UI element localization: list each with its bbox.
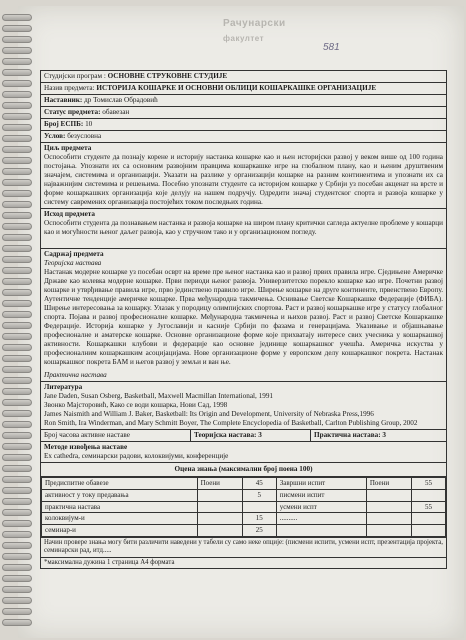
- binding-ring: [2, 377, 32, 384]
- grading-table: [41, 477, 446, 537]
- binding-ring: [2, 432, 32, 439]
- hours-row: [41, 430, 446, 442]
- binding-ring: [2, 443, 32, 450]
- binding-ring: [2, 168, 32, 175]
- grade-points: 55: [412, 501, 446, 513]
- literature-item: James Naismith and William J. Baker, Basketball: Its Origin and Development, University of Nebraska Press,1996: [44, 410, 374, 418]
- length-note: *максимална дужина 1 страница А4 формата: [41, 558, 446, 569]
- grade-points-label: [366, 489, 411, 501]
- spiral-binding: [0, 0, 34, 640]
- binding-ring: [2, 619, 32, 626]
- theory-text: Настанак модерне кошарке уз посебан осврт на време пре њеног настанка као и развој првих правила игре. Сједињене Америчке Државе као колевка модерне кошарке. Први периоди њеног развоја. Универзитетско порекло кошарке као игре. Почетни развој кошарке и утврђивање правила игре, прво јединствено правило игре. Ширење кошарке на друге континенте, првенствено Европу. Аутентичне тенденције америчке кошарке. Прва међународна такмичења. Оснивање Светске Кошаркашке Федерације (ФИБА). Ширење интересовања за кошарку. Улазак у породицу олимпијских спортова. Раст и развој кошаркашке игре у статусу глобалног спорта. Појава и развој професионалне кошарке. Међународна такмичења и њихов развој. Раст и развој Светске Кошаркашке Федерације. Историја кошарке у Југославији и касније Србији по фазама и генерацијама. Указивање и објашњавање професионалне и аматерске кошарке. Основне организационе форме које прихватају интересе свих учесника у кошаркашкој активности. Кошаркашки клубови и федерације као основне јединице кошаркашког учешћа. Америчка искуства у професионалним кошаркашким асоцијацијама. Нове организационе форме у европском делу кошаркашког покрета. Настанак кошаркашког покрета БАМ и његов развој у земљи и ван ње.: [44, 268, 443, 366]
- binding-ring: [2, 498, 32, 505]
- methods-section: [41, 442, 446, 463]
- binding-ring: [2, 190, 32, 197]
- grading-row: [42, 501, 446, 513]
- literature-heading: Литература: [44, 383, 83, 391]
- syllabus-table: [40, 70, 447, 569]
- grade-item: семинар-и: [42, 525, 198, 537]
- course-title: ИСТОРИЈА КОШАРКЕ И ОСНОВНИ ОБЛИЦИ КОШАРКАШКЕ ОРГАНИЗАЦИЈЕ: [96, 84, 377, 92]
- binding-ring: [2, 135, 32, 142]
- binding-ring: [2, 25, 32, 32]
- grade-item: [276, 525, 366, 537]
- binding-ring: [2, 531, 32, 538]
- grade-points: [412, 489, 446, 501]
- binding-ring: [2, 212, 32, 219]
- goal-text: Оспособити студенте да познају корене и историју настанка кошарке као и њен историјски развој у веком више од 100 година постојања. Упознати их са основним развојним правцима кошаркашке игре на глобалном плану, као и њеним друштвеним значајем, системима и организацији. Указати на разлике у организацији кошарке на разним континентима и упознати их са најважнијим системима и решењима. Посебно упознати студенте са историјом кошарке у Србији уз посебан акценат на врсте и форме кошаркашких организација које делују на нашем подручју. Одредити значај студентског спорта и развоја кошарке у систему савремених организација постојећих током последњих година.: [44, 153, 443, 206]
- binding-ring: [2, 267, 32, 274]
- content-heading: Садржај предмета: [44, 250, 104, 258]
- grade-points-label: [197, 525, 242, 537]
- grade-points: 55: [412, 478, 446, 490]
- binding-ring: [2, 311, 32, 318]
- grade-points-label: Поени: [366, 478, 411, 490]
- binding-ring: [2, 520, 32, 527]
- literature-item: Звонко Мајсторовић, Како се води кошарка, Нови Сад, 1998: [44, 401, 228, 409]
- grade-item: писмени испит: [276, 489, 366, 501]
- binding-ring: [2, 14, 32, 21]
- grade-points-label: [366, 501, 411, 513]
- theory-label: Теоријска настава: [44, 259, 102, 267]
- binding-ring: [2, 366, 32, 373]
- outcome-heading: Исход предмета: [44, 210, 95, 218]
- ects-row: Број ЕСПБ: 10: [41, 119, 446, 131]
- binding-ring: [2, 608, 32, 615]
- handwritten-page-number: 581: [323, 42, 340, 53]
- binding-ring: [2, 542, 32, 549]
- practical-hours: Практична настава: 3: [314, 431, 386, 439]
- assessment-note: Начин провере знања могу бити различити наведени у табели су само неке опције: (писмени испити, усмени испт, презентација пројекта, семинарски рад, итд.....: [41, 538, 446, 558]
- grade-points: [412, 525, 446, 537]
- binding-ring: [2, 124, 32, 131]
- literature-section: [41, 382, 446, 430]
- binding-ring: [2, 179, 32, 186]
- methods-heading: Методе извођења наставе: [44, 443, 128, 451]
- binding-ring: [2, 586, 32, 593]
- binding-ring: [2, 575, 32, 582]
- grading-row: [42, 489, 446, 501]
- grade-item: ..........: [276, 513, 366, 525]
- grade-points: [242, 501, 276, 513]
- binding-ring: [2, 47, 32, 54]
- program-value: ОСНОВНЕ СТРУКОВНЕ СТУДИЈЕ: [107, 72, 228, 80]
- grade-points: [412, 513, 446, 525]
- teacher-value: др Томислав Обрадовић: [84, 96, 158, 104]
- grading-section: [41, 463, 446, 538]
- binding-ring: [2, 146, 32, 153]
- literature-item: Ron Smith, Ira Winderman, and Mary Schmitt Boyer, The Complete Encyclopedia of Basketball, Carlton Publishing Group, 2002: [44, 419, 418, 427]
- grade-points: 15: [242, 513, 276, 525]
- binding-ring: [2, 91, 32, 98]
- grade-points-label: [366, 525, 411, 537]
- grading-row: [42, 525, 446, 537]
- outcome-text: Оспособити студента да познавањем настанка и развоја кошарке на широм плану критички сагледа актуелне проблеме у кошарци као и могућности њеног даљег развоја, као у стручном тако и у организационом погледу.: [44, 219, 443, 236]
- binding-ring: [2, 509, 32, 516]
- binding-ring: [2, 421, 32, 428]
- binding-ring: [2, 487, 32, 494]
- binding-ring: [2, 322, 32, 329]
- binding-ring: [2, 333, 32, 340]
- grade-points: 25: [242, 525, 276, 537]
- binding-ring: [2, 80, 32, 87]
- theory-hours: Теоријска настава: 3: [191, 430, 311, 441]
- practice-label: Практична настава: [44, 371, 107, 379]
- binding-ring: [2, 399, 32, 406]
- binding-ring: [2, 289, 32, 296]
- binding-ring: [2, 388, 32, 395]
- binding-ring: [2, 223, 32, 230]
- grade-item: колоквијум-и: [42, 513, 198, 525]
- status-row: Статус предмета: обавезан: [41, 107, 446, 119]
- faculty-stamp: Рачунарски факултет: [223, 18, 286, 43]
- grade-points: 45: [242, 478, 276, 490]
- content-section: [41, 249, 446, 382]
- binding-ring: [2, 564, 32, 571]
- binding-ring: [2, 454, 32, 461]
- course-row: Назив предмета: ИСТОРИЈА КОШАРКЕ И ОСНОВНИ ОБЛИЦИ КОШАРКАШКЕ ОРГАНИЗАЦИЈЕ: [41, 83, 446, 95]
- grade-points-label: [366, 513, 411, 525]
- grade-points-label: [197, 501, 242, 513]
- binding-ring: [2, 278, 32, 285]
- binding-ring: [2, 245, 32, 252]
- literature-item: Jane Daden, Susan Osberg, Basketball, Maxwell Macmillan International, 1991: [44, 392, 274, 400]
- binding-ring: [2, 553, 32, 560]
- grading-row: [42, 513, 446, 525]
- goal-section: [41, 143, 446, 209]
- binding-ring: [2, 201, 32, 208]
- outcome-section: [41, 209, 446, 249]
- binding-ring: [2, 36, 32, 43]
- binding-ring: [2, 58, 32, 65]
- binding-ring: [2, 157, 32, 164]
- binding-ring: [2, 113, 32, 120]
- methods-text: Ex cathedra, семинарски радови, колоквијуми, конференције: [44, 452, 229, 460]
- binding-ring: [2, 597, 32, 604]
- teacher-row: Наставник: др Томислав Обрадовић: [41, 95, 446, 107]
- grade-item: усмени испт: [276, 501, 366, 513]
- binding-ring: [2, 344, 32, 351]
- grade-item: Предиспитне обавезе: [42, 478, 198, 490]
- binding-ring: [2, 300, 32, 307]
- grade-item: Завршни испит: [276, 478, 366, 490]
- hours-label: Број часова активне наставе: [41, 430, 191, 441]
- binding-ring: [2, 476, 32, 483]
- binding-ring: [2, 256, 32, 263]
- grading-title: Оцена знања (максимални број поена 100): [41, 463, 446, 477]
- grade-item: практична настава: [42, 501, 198, 513]
- binding-ring: [2, 465, 32, 472]
- binding-ring: [2, 102, 32, 109]
- binding-ring: [2, 69, 32, 76]
- grade-points-label: [197, 489, 242, 501]
- grade-points-label: [197, 513, 242, 525]
- grade-item: активност у току предавања: [42, 489, 198, 501]
- grading-row: [42, 478, 446, 490]
- grade-points-label: Поени: [197, 478, 242, 490]
- binding-ring: [2, 234, 32, 241]
- binding-ring: [2, 355, 32, 362]
- program-row: Студијски програм : ОСНОВНЕ СТРУКОВНЕ СТУДИЈЕ: [41, 71, 446, 83]
- goal-heading: Циљ предмета: [44, 144, 92, 152]
- grade-points: 5: [242, 489, 276, 501]
- condition-row: Услов: безусловна: [41, 131, 446, 143]
- binding-ring: [2, 410, 32, 417]
